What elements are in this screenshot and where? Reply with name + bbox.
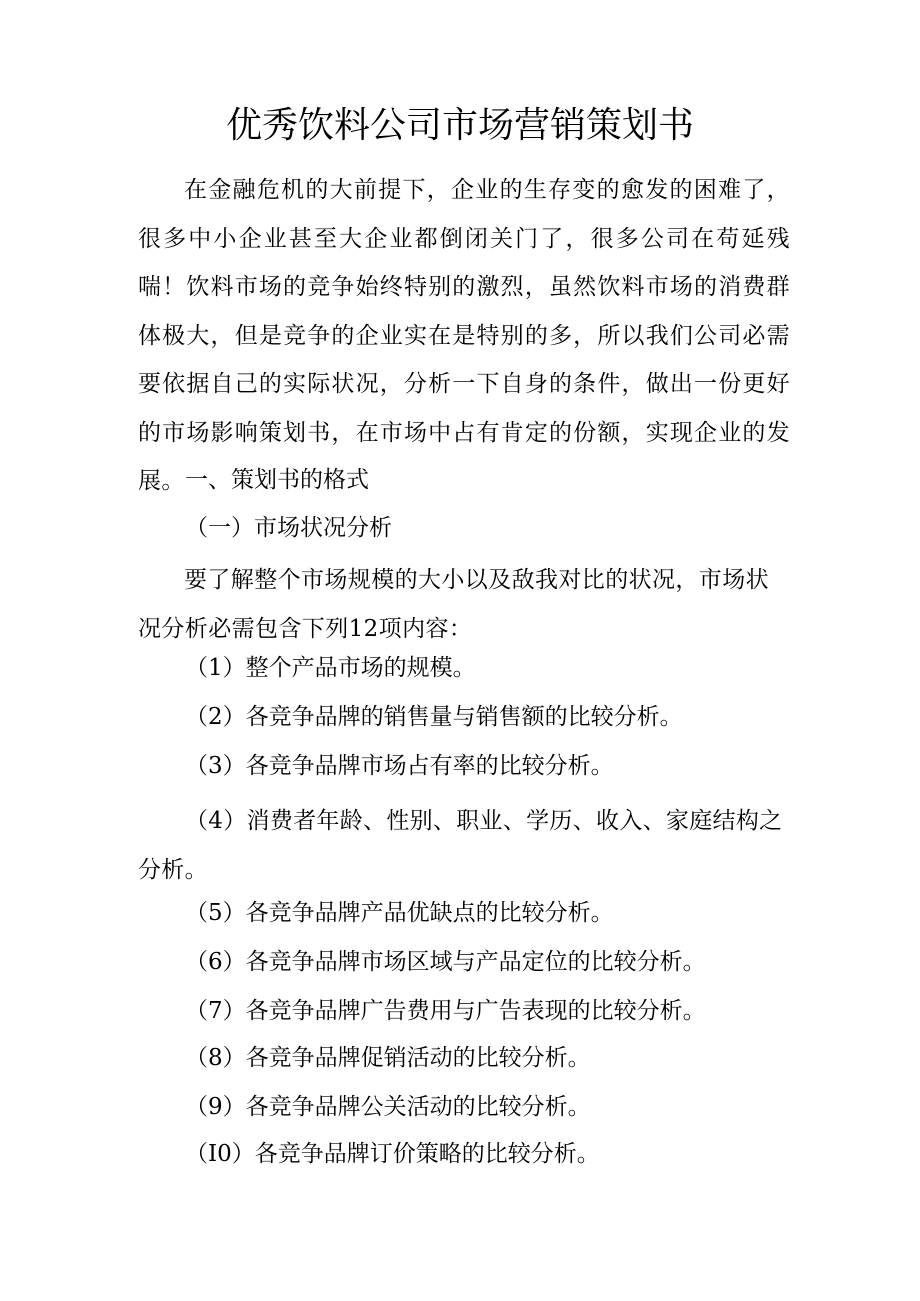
list-item: （4）消费者年龄、性别、职业、学历、收入、家庭结构之分析。	[138, 808, 783, 883]
list-item: （2）各竞争品牌的销售量与销售额的比较分析。	[185, 704, 683, 730]
list-item: （9）各竞争品牌公关活动的比较分析。	[185, 1094, 591, 1120]
list-item: （I0）各竞争品牌订价策略的比较分析。	[185, 1141, 600, 1167]
list-item: （6）各竞争品牌市场区域与产品定位的比较分析。	[185, 949, 706, 975]
list-item: （8）各竞争品牌促销活动的比较分析。	[185, 1045, 591, 1071]
intro-paragraph: 在金融危机的大前提下，企业的生存变的愈发的困难了，很多中小企业甚至大企业都倒闭关门了，很多公司在苟延残喘！饮料市场的竞争始终特别的激烈，虽然饮料市场的消费群体极大，但是竞争的企业实在是特别的多，所以我们公司必需要依据自己的实际状况，分析一下自身的条件，做出一份更好的市场影响策划书，在市场中占有肯定的份额，实现企业的发展。	[138, 177, 790, 494]
list-item: （7）各竞争品牌广告费用与广告表现的比较分析。	[185, 998, 706, 1024]
body-paragraph: 要了解整个市场规模的大小以及敌我对比的状况，市场状况分析必需包含下列12项内容：	[138, 567, 769, 642]
list-item: （1）整个产品市场的规模。	[185, 655, 476, 681]
list-item: （3）各竞争品牌市场占有率的比较分析。	[185, 753, 614, 779]
section-heading: 一、策划书的格式	[185, 467, 369, 493]
subsection-heading: （一）市场状况分析	[185, 515, 392, 541]
list-item: （5）各竞争品牌产品优缺点的比较分析。	[185, 900, 614, 926]
document-title: 优秀饮料公司市场营销策划书	[225, 105, 694, 146]
